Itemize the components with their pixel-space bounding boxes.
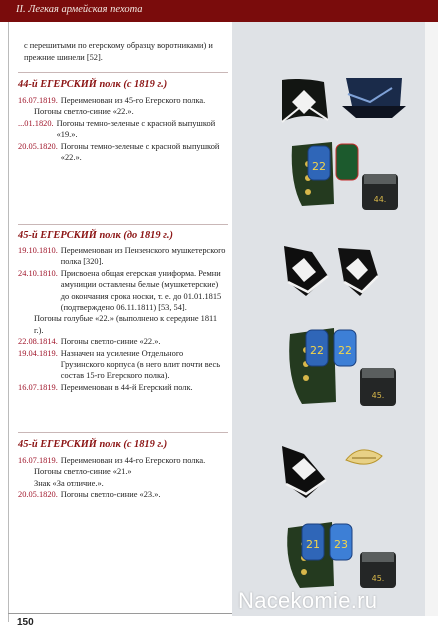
entry-text: Погоны темно-зеленые с красной выпушкой «22.».: [60, 141, 220, 163]
entry-text: Переименован в 44-й Егерский полк.: [60, 382, 193, 392]
section-divider: [18, 72, 228, 73]
entry: [18, 118, 228, 141]
left-margin-rule: [8, 22, 9, 622]
entry: [18, 489, 228, 500]
epaulette-icon: [308, 146, 330, 180]
entry-date: 16.07.1819.: [18, 96, 58, 105]
entry-date: 16.07.1819.: [18, 456, 58, 465]
epaulette-icon: [334, 330, 356, 366]
page-edge: [425, 22, 438, 616]
section-title: 45-й ЕГЕРСКИЙ полк (с 1819 г.): [18, 439, 168, 450]
entry-text: Погоны голубые «22.» (выполнено к середине 1811 г.).: [34, 314, 218, 335]
section-title: 44-й ЕГЕРСКИЙ полк (с 1819 г.): [18, 79, 168, 90]
running-header: II. Легкая армейская пехота: [16, 4, 143, 15]
entry: [18, 245, 228, 268]
epaulette-number: 21: [306, 538, 320, 551]
entry-text: Знак «За отличие.».: [34, 478, 104, 488]
uniform-illustration-44: [242, 74, 420, 219]
shako-icon: [342, 78, 406, 118]
entry: [18, 348, 228, 382]
footer-rule: [8, 613, 232, 614]
entry-text: Погоны светло-синие «21.»: [34, 467, 132, 477]
intro-paragraph: с перешитыми по егерскому образцу воротниками) и прежние шинели [52].: [24, 41, 213, 62]
section-45-from-1819: [18, 438, 228, 501]
entry-text: Переименован из Пензенского мушкетерского полка [320].: [60, 246, 226, 267]
entry-text: Погоны светло-синие «23.».: [60, 490, 161, 500]
uniform-illustration-45-old: [242, 238, 420, 418]
entry-text: Назначен на усиление Отдельного Грузинского корпуса (в него влит почти весь состав 15-го Егерского полка).: [60, 348, 221, 381]
entry-text: Переименован из 44-го Егерского полка.: [60, 456, 206, 465]
shako-icon: [284, 246, 328, 296]
entry-date: ...01.1820.: [18, 118, 54, 128]
cuff-icon: [360, 368, 396, 406]
epaulette-number: 22: [310, 344, 324, 357]
epaulette-icon: [336, 144, 358, 180]
page-number: 150: [17, 617, 34, 628]
entry: [18, 141, 228, 164]
entry-text: Погоны светло-синие «22.».: [60, 337, 161, 347]
cuff-icon: [360, 552, 396, 588]
entry-date: 20.05.1820.: [18, 141, 58, 151]
entry-date: 19.04.1819.: [18, 348, 58, 358]
section-44-from-1819: [18, 78, 228, 163]
collar-detail-icon: [282, 79, 328, 122]
section-45-before-1819: [18, 229, 228, 393]
epaulette-number: 22: [312, 160, 326, 173]
epaulette-number: 23: [334, 538, 348, 551]
entry-date: 19.10.1810.: [18, 246, 58, 255]
epaulette-icon: [330, 524, 352, 560]
entry: [18, 455, 228, 466]
shako-icon: [338, 248, 378, 296]
collar-detail-icon: [282, 446, 326, 498]
section-divider: [18, 224, 228, 225]
section-title: 45-й ЕГЕРСКИЙ полк (до 1819 г.): [18, 230, 173, 241]
entry-text: Погоны темно-зеленые с красной выпушкой «19.».: [56, 118, 216, 140]
epaulette-icon: [306, 330, 328, 366]
entry-date: 22.08.1814.: [18, 337, 58, 347]
entry-date: 24.10.1810.: [18, 268, 58, 278]
entry: [18, 95, 228, 106]
entry: [18, 382, 228, 393]
entry-date: 16.07.1819.: [18, 382, 58, 392]
section-divider: [18, 432, 228, 433]
uniform-illustration-45-new: [242, 440, 420, 590]
epaulette-number: 22: [338, 344, 352, 357]
cuff-number: 45.: [371, 391, 385, 400]
watermark: Nacekomie.ru: [238, 588, 378, 613]
entry-text: Присвоена общая егерская униформа. Ремни амуниции оставлены белые (мушкетерские) до окончания срока носки, т. е. до 01.01.1815 (подтверждено 06.11.1811) [53, 54].: [60, 268, 222, 313]
cuff-icon: [362, 174, 398, 210]
entry-date: 20.05.1820.: [18, 490, 58, 500]
entry-text: Погоны светло-синие «22.».: [34, 107, 134, 117]
entry-text: Переименован из 45-го Егерского полка.: [60, 96, 206, 105]
entry: [18, 336, 228, 347]
entry: [18, 268, 228, 314]
laurel-badge-icon: [346, 450, 382, 464]
cuff-number: 44.: [373, 195, 387, 204]
cuff-number: 45.: [371, 574, 385, 583]
epaulette-icon: [302, 524, 324, 560]
